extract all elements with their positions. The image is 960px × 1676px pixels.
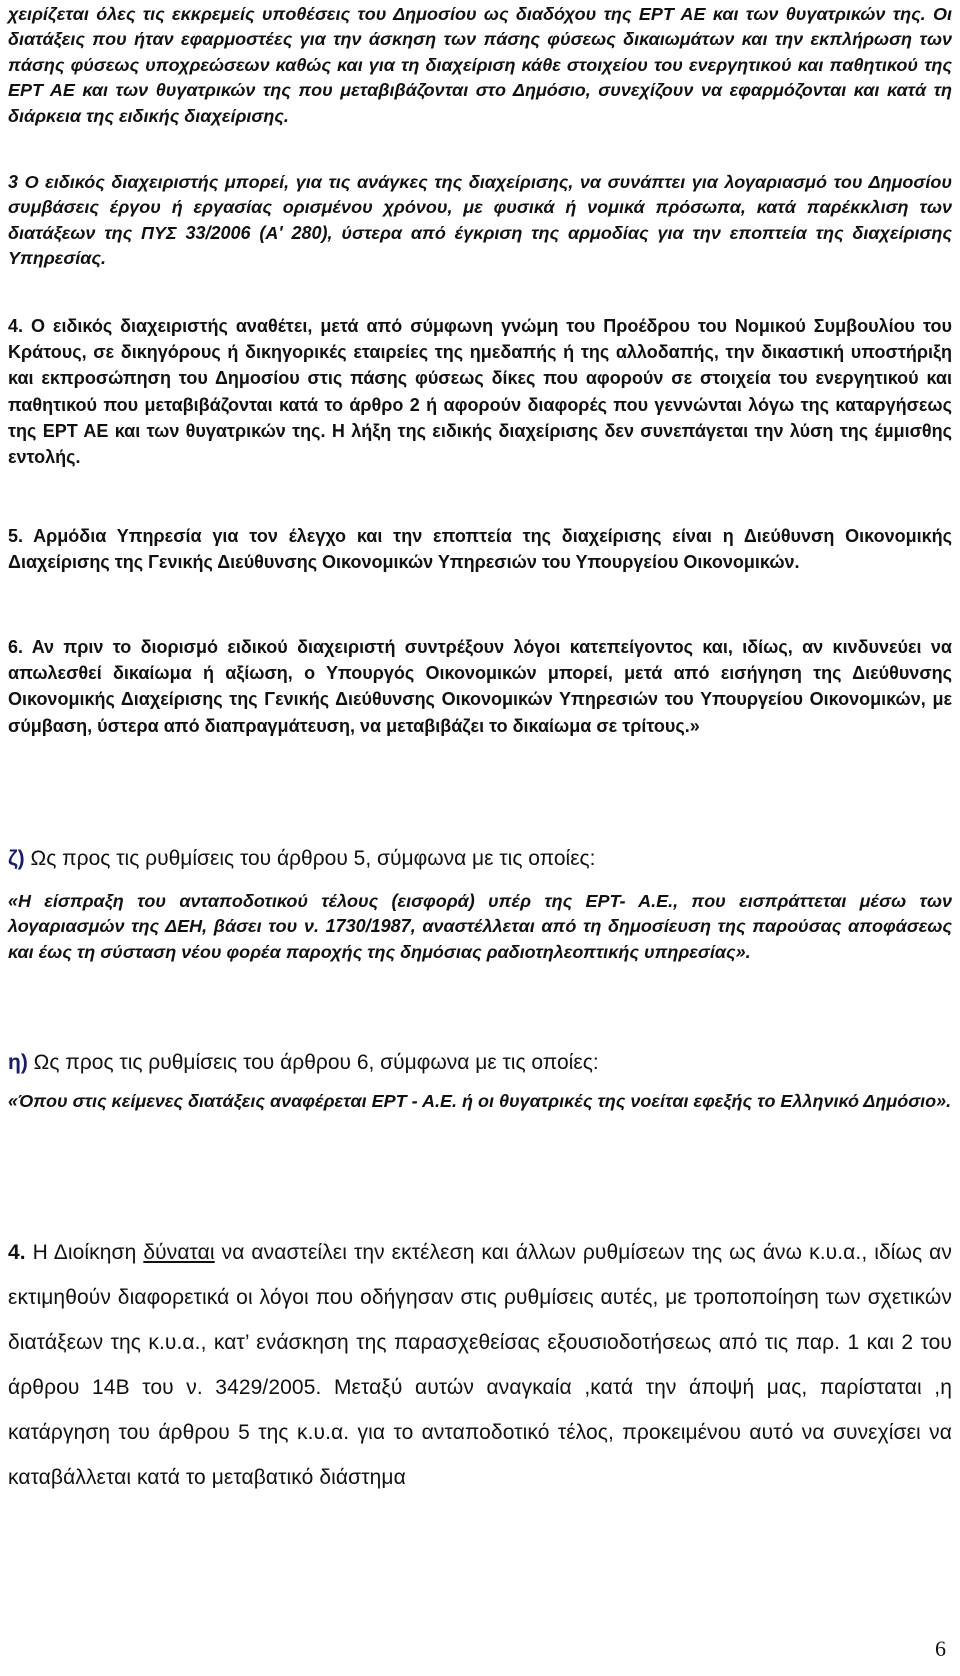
paragraph-6: 6. Αν πριν το διορισμό ειδικού διαχειριστή συντρέξουν λόγοι κατεπείγοντος και, ιδίως, αν κινδυνεύει να απωλεσθεί δικαίωμα ή αξίωση, ο Υπουργός Οικονομικών μπορεί, μετά από εισήγηση της Διεύθυνσης Οικονομικής Διαχείρισης της Γενικής Διεύθυνσης Οικονομικών Υπηρεσιών του Υπουργείου Οικονομικών, με σύμβαση, ύστερα από διαπραγμάτευση, να μεταβιβάζει το δικαίωμα σε τρίτους.»	[8, 637, 952, 736]
section-h-quote: «Όπου στις κείμενες διατάξεις αναφέρεται ΕΡΤ - Α.Ε. ή οι θυγατρικές της νοείται εφεξής το Ελληνικό Δημόσιο».	[8, 1091, 952, 1111]
paragraph-continuation: χειρίζεται όλες τις εκκρεμείς υποθέσεις του Δημοσίου ως διαδόχου της ΕΡΤ ΑΕ και των θυγατρικών της. Οι διατάξεις που ήταν εφαρμοστέες για την άσκηση των πάσης φύσεως δικαιωμάτων και την εκπλήρωση των πάσης φύσεως υποχρεώσεων καθώς και για τη διαχείριση κάθε στοιχείου του ενεργητικού και παθητικού της ΕΡΤ ΑΕ και των θυγατρικών της που μεταβιβάζονται στο Δημόσιο, συνεχίζουν να εφαρμόζονται και κατά τη διάρκεια της ειδικής διαχείρισης.	[8, 4, 952, 126]
paragraph-5: 5. Αρμόδια Υπηρεσία για τον έλεγχο και την εποπτεία της διαχείρισης είναι η Διεύθυνση Οικονομικής Διαχείρισης της Γενικής Διεύθυνσης Οικονομικών Υπηρεσιών του Υπουργείου Οικονομικών.	[8, 526, 952, 573]
page-number: 6	[935, 1636, 946, 1661]
section-4-text-pre: Η Διοίκηση	[32, 1241, 137, 1264]
section-z-heading-text: Ως προς τις ρυθμίσεις του άρθρου 5, σύμφωνα με τις οποίες:	[30, 847, 596, 870]
section-4-text-post: να αναστείλει την εκτέλεση και άλλων ρυθμίσεων της ως άνω κ.υ.α., ιδίως αν εκτιμηθούν διαφορετικά οι λόγοι που οδήγησαν στις ρυθμίσεις αυτές, με τροποποίηση των σχετικών διατάξεων της κ.υ.α., κατ’ ενάσκηση της παρασχεθείσας εξουσιοδοτήσεως από τις παρ. 1 και 2 του άρθρου 14Β του ν. 3429/2005. Μεταξύ αυτών αναγκαία ,κατά την άποψή μας, παρίσταται ,η κατάργηση του άρθρου 5 της κ.υ.α. για το ανταποδοτικό τέλος, προκειμένου αυτό να συνεχίσει να καταβάλλεται κατά το μεταβατικό διάστημα	[8, 1241, 953, 1489]
section-4-number: 4.	[8, 1241, 26, 1264]
section-z-quote: «Η είσπραξη του ανταποδοτικού τέλους (εισφορά) υπέρ της ΕΡΤ- Α.Ε., που εισπράττεται μέσω των λογαριασμών της ΔΕΗ, βάσει του ν. 1730/1987, αναστέλλεται από τη δημοσίευση της παρούσας αποφάσεως και έως τη σύσταση νέου φορέα παροχής της δημόσιας ραδιοτηλεοπτικής υπηρεσίας».	[8, 891, 952, 962]
paragraph-4: 4. Ο ειδικός διαχειριστής αναθέτει, μετά από σύμφωνη γνώμη του Προέδρου του Νομικού Συμβουλίου του Κράτους, σε δικηγόρους ή δικηγορικές εταιρείες της ημεδαπής ή της αλλοδαπής, την δικαστική υποστήριξη και εκπροσώπηση του Δημοσίου στις πάσης φύσεως δίκες που αφορούν σε στοιχεία του ενεργητικού και παθητικού που μεταβιβάζονται κατά το άρθρο 2 ή αφορούν διαφορές που γεννώνται λόγω της καταργήσεως της ΕΡΤ ΑΕ και των θυγατρικών της. Η λήξη της ειδικής διαχείρισης δεν συνεπάγεται την λύση της έμμισθης εντολής.	[8, 316, 952, 468]
section-z-marker: ζ)	[8, 847, 25, 870]
section-4-underlined-word: δύναται	[143, 1241, 215, 1264]
section-4-paragraph	[8, 1230, 952, 1500]
section-h-heading-text: Ως προς τις ρυθμίσεις του άρθρου 6, σύμφωνα με τις οποίες:	[33, 1051, 599, 1074]
section-z-heading	[8, 845, 952, 873]
section-h-marker: η)	[8, 1051, 28, 1074]
paragraph-3: 3 Ο ειδικός διαχειριστής μπορεί, για τις ανάγκες της διαχείρισης, να συνάπτει για λογαριασμό του Δημοσίου συμβάσεις έργου ή εργασίας ορισμένου χρόνου, με φυσικά ή νομικά πρόσωπα, κατά παρέκκλιση των διατάξεων της ΠΥΣ 33/2006 (Α' 280), ύστερα από έγκριση της αρμοδίας για την εποπτεία της διαχείρισης Υπηρεσίας.	[8, 172, 952, 269]
section-h-heading	[8, 1049, 952, 1077]
